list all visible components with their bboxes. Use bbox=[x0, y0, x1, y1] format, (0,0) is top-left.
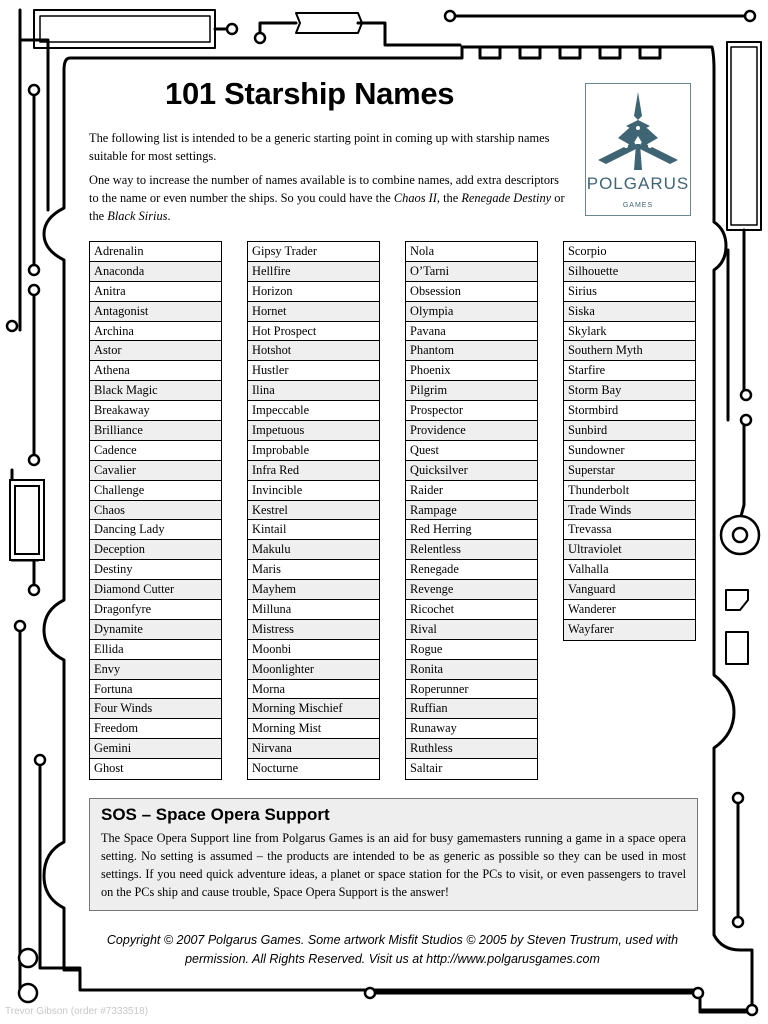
ship-name-item: Olympia bbox=[406, 302, 537, 322]
ship-name-item: Quicksilver bbox=[406, 461, 537, 481]
ship-name-item: Hellfire bbox=[248, 262, 379, 282]
ship-name-item: Gemini bbox=[90, 739, 221, 759]
ship-name-item: Brilliance bbox=[90, 421, 221, 441]
ship-name-item: Dancing Lady bbox=[90, 520, 221, 540]
ship-name-item: Destiny bbox=[90, 560, 221, 580]
ship-name-item: Hotshot bbox=[248, 341, 379, 361]
ship-name-item: Cadence bbox=[90, 441, 221, 461]
ship-name-item: Astor bbox=[90, 341, 221, 361]
names-column-2 bbox=[247, 241, 380, 780]
ship-name-item: Black Magic bbox=[90, 381, 221, 401]
ship-name-item: Chaos bbox=[90, 501, 221, 521]
intro-paragraph-2-start: One way to increase the number of names available is to combine names, add extra descriptors to the name or even number the ships. So you could have the bbox=[89, 173, 559, 205]
ship-name-item: Ellida bbox=[90, 640, 221, 660]
ship-name-item: Four Winds bbox=[90, 699, 221, 719]
ship-name-item: Gipsy Trader bbox=[248, 242, 379, 262]
ship-name-item: Kintail bbox=[248, 520, 379, 540]
ship-name-item: Anaconda bbox=[90, 262, 221, 282]
ship-name-item: Superstar bbox=[564, 461, 695, 481]
example-name: Black Sirius bbox=[107, 209, 168, 223]
ship-name-item: Anitra bbox=[90, 282, 221, 302]
ship-name-item: Invincible bbox=[248, 481, 379, 501]
sos-body: The Space Opera Support line from Polgarus Games is an aid for busy gamemasters running a game in a space opera setting. No setting is assumed – the products are intended to be as generic as possible so they can be used in most settings. If you need quick adventure ideas, a planet or space station for the PCs to visit, or even passengers to travel on the PCs ship and cause trouble, Space Opera Support is the answer! bbox=[101, 831, 686, 899]
ship-name-item: Silhouette bbox=[564, 262, 695, 282]
ship-name-item: Impetuous bbox=[248, 421, 379, 441]
ship-name-item: Trade Winds bbox=[564, 501, 695, 521]
ship-name-item: Improbable bbox=[248, 441, 379, 461]
ship-name-item: Relentless bbox=[406, 540, 537, 560]
ship-name-item: Wanderer bbox=[564, 600, 695, 620]
example-name: Renegade Destiny bbox=[461, 191, 552, 205]
ship-name-item: Quest bbox=[406, 441, 537, 461]
ship-name-item: Diamond Cutter bbox=[90, 580, 221, 600]
ship-name-item: Mistress bbox=[248, 620, 379, 640]
ship-name-item: Southern Myth bbox=[564, 341, 695, 361]
ship-name-item: Rival bbox=[406, 620, 537, 640]
ship-name-item: Rogue bbox=[406, 640, 537, 660]
ship-name-item: Envy bbox=[90, 660, 221, 680]
ship-name-item: Sundowner bbox=[564, 441, 695, 461]
ship-name-item: Moonbi bbox=[248, 640, 379, 660]
ship-name-item: Stormbird bbox=[564, 401, 695, 421]
ship-name-item: Antagonist bbox=[90, 302, 221, 322]
ship-name-item: Hot Prospect bbox=[248, 322, 379, 342]
ship-name-item: Ilina bbox=[248, 381, 379, 401]
ship-name-item: Thunderbolt bbox=[564, 481, 695, 501]
ship-name-item: Skylark bbox=[564, 322, 695, 342]
ship-name-item: Morning Mist bbox=[248, 719, 379, 739]
ship-name-item: Roperunner bbox=[406, 680, 537, 700]
ship-name-item: Breakaway bbox=[90, 401, 221, 421]
ship-name-item: Adrenalin bbox=[90, 242, 221, 262]
copyright-line-1: Copyright © 2007 Polgarus Games. Some artwork Misfit Studios © 2005 by Steven Trustrum, used with bbox=[106, 933, 679, 947]
ship-name-item: Deception bbox=[90, 540, 221, 560]
ship-name-item: Pavana bbox=[406, 322, 537, 342]
ship-name-item: Pilgrim bbox=[406, 381, 537, 401]
ship-name-item: Rampage bbox=[406, 501, 537, 521]
sos-heading: SOS – Space Opera Support bbox=[101, 805, 330, 824]
ship-name-item: Hornet bbox=[248, 302, 379, 322]
ship-name-item: Phoenix bbox=[406, 361, 537, 381]
logo-subtitle: GAMES bbox=[622, 202, 654, 209]
ship-name-item: Sunbird bbox=[564, 421, 695, 441]
ship-name-item: Ghost bbox=[94, 761, 124, 776]
ship-name-item: Fortuna bbox=[90, 680, 221, 700]
ship-name-item: Runaway bbox=[406, 719, 537, 739]
page-title: 101 Starship Names bbox=[165, 76, 455, 111]
ship-name-item: O’Tarni bbox=[406, 262, 537, 282]
names-column-4 bbox=[563, 241, 696, 641]
ship-name-item: Horizon bbox=[248, 282, 379, 302]
polgarus-logo bbox=[585, 83, 691, 216]
ship-name-item: Nola bbox=[406, 242, 537, 262]
ship-name-item: Impeccable bbox=[248, 401, 379, 421]
ship-name-item: Obsession bbox=[406, 282, 537, 302]
ship-name-item: Nocturne bbox=[252, 761, 299, 776]
ship-name-item: Revenge bbox=[406, 580, 537, 600]
ship-name-item: Hustler bbox=[248, 361, 379, 381]
ship-name-item: Raider bbox=[406, 481, 537, 501]
ship-name-item: Milluna bbox=[248, 600, 379, 620]
order-watermark: Trevor Gibson (order #7333518) bbox=[5, 1006, 149, 1017]
intro-text bbox=[89, 129, 569, 231]
starship-emblem-icon bbox=[586, 86, 690, 176]
ship-name-item: Saltair bbox=[410, 761, 443, 776]
intro-end: . bbox=[167, 209, 171, 223]
ship-name-item: Nirvana bbox=[248, 739, 379, 759]
ship-name-item: Makulu bbox=[248, 540, 379, 560]
logo-name: POLGARUS bbox=[586, 174, 690, 193]
copyright-line-2: permission. All Rights Reserved. Visit us at http://www.polgarusgames.com bbox=[185, 952, 600, 966]
ship-name-item: Wayfarer bbox=[564, 620, 695, 640]
ship-name-item: Red Herring bbox=[406, 520, 537, 540]
ship-name-item: Morning Mischief bbox=[248, 699, 379, 719]
ship-name-item: Archina bbox=[90, 322, 221, 342]
ship-name-item: Dragonfyre bbox=[90, 600, 221, 620]
intro-sep: or the bbox=[89, 191, 565, 223]
ship-name-item: Ultraviolet bbox=[564, 540, 695, 560]
ship-name-item: Renegade bbox=[406, 560, 537, 580]
intro-sep: , the bbox=[436, 191, 462, 205]
ship-name-item: Trevassa bbox=[564, 520, 695, 540]
names-column-3 bbox=[405, 241, 538, 780]
ship-name-item: Moonlighter bbox=[248, 660, 379, 680]
ship-name-item: Morna bbox=[248, 680, 379, 700]
ship-name-item: Athena bbox=[90, 361, 221, 381]
ship-name-item: Dynamite bbox=[90, 620, 221, 640]
ship-name-item: Storm Bay bbox=[564, 381, 695, 401]
ship-name-item: Phantom bbox=[406, 341, 537, 361]
ship-name-item: Infra Red bbox=[248, 461, 379, 481]
ship-name-item: Sirius bbox=[564, 282, 695, 302]
ship-name-item: Mayhem bbox=[248, 580, 379, 600]
ship-name-item: Scorpio bbox=[564, 242, 695, 262]
ship-name-item: Prospector bbox=[406, 401, 537, 421]
ship-name-item: Ruthless bbox=[406, 739, 537, 759]
ship-name-item: Vanguard bbox=[564, 580, 695, 600]
ship-name-item: Starfire bbox=[564, 361, 695, 381]
ship-name-item: Freedom bbox=[90, 719, 221, 739]
ship-name-item: Providence bbox=[406, 421, 537, 441]
ship-name-item: Ronita bbox=[406, 660, 537, 680]
example-name: Chaos II bbox=[393, 191, 437, 205]
ship-name-item: Cavalier bbox=[90, 461, 221, 481]
ship-name-item: Kestrel bbox=[248, 501, 379, 521]
copyright-notice bbox=[100, 931, 685, 969]
names-column-1 bbox=[89, 241, 222, 780]
ship-name-item: Valhalla bbox=[564, 560, 695, 580]
ship-name-item: Maris bbox=[248, 560, 379, 580]
ship-name-item: Ricochet bbox=[406, 600, 537, 620]
intro-paragraph-2 bbox=[89, 171, 569, 225]
ship-name-item: Siska bbox=[564, 302, 695, 322]
ship-name-item: Challenge bbox=[90, 481, 221, 501]
intro-paragraph-1: The following list is intended to be a generic starting point in coming up with starship names suitable for most settings. bbox=[89, 131, 550, 163]
ship-name-item: Ruffian bbox=[406, 699, 537, 719]
sos-info-box bbox=[89, 798, 698, 911]
